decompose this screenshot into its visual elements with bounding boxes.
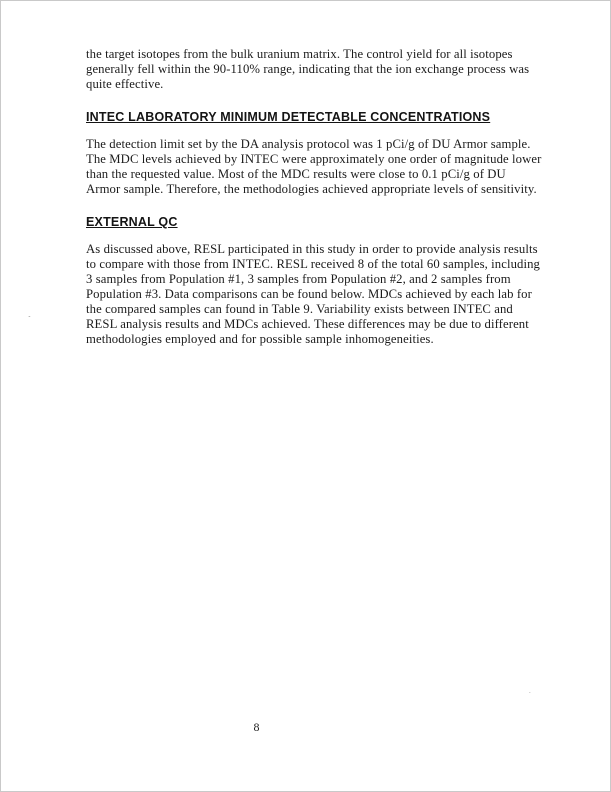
scan-artifact-mark: ` xyxy=(27,313,34,325)
scan-artifact-dot: . xyxy=(529,687,531,695)
section-body-external-qc: As discussed above, RESL participated in this study in order to provide analysis results to compare with those from INTEC. RESL received 8 of the total 60 samples, including 3 samples from Population #1, 3 samples from Population #2, and 2 samples from Population #3. Data comparisons can be found below. MDCs achieved by each lab for the compared samples can found in Table 9. Variability exists between INTEC and RESL analysis results and MDCs achieved. These differences may be due to different methodologies employed and for possible sample inhomogeneities. xyxy=(86,242,541,346)
section-body-intec-mdc: The detection limit set by the DA analysis protocol was 1 pCi/g of DU Armor sample. The MDC levels achieved by INTEC were approximately one order of magnitude lower than the requested value. Most of the MDC results were close to 0.1 pCi/g of DU Armor sample. Therefore, the methodologies achieved appropriate levels of sensitivity. xyxy=(86,137,542,196)
page-number: 8 xyxy=(253,720,260,734)
intro-paragraph: the target isotopes from the bulk uranium matrix. The control yield for all isotopes generally fell within the 90-110% range, indicating that the ion exchange process was quite effective. xyxy=(86,47,530,91)
section-heading-external-qc: EXTERNAL QC xyxy=(86,215,178,229)
section-heading-intec-mdc: INTEC LABORATORY MINIMUM DETECTABLE CONCENTRATIONS xyxy=(86,110,491,124)
document-content xyxy=(86,47,542,361)
